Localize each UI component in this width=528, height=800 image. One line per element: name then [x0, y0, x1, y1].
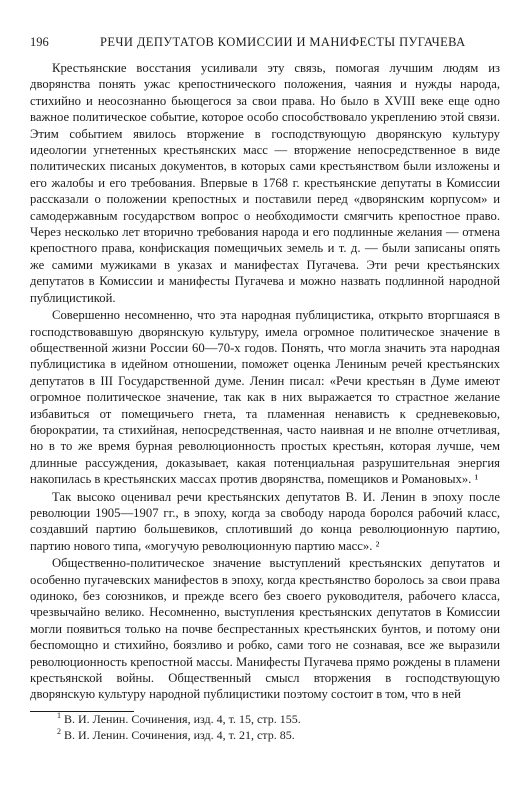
- footnotes: [57, 712, 497, 743]
- footnote: [57, 712, 497, 728]
- body-text: [30, 60, 500, 703]
- paragraph: Крестьянские восстания усиливали эту связь, помогая лучшим людям из дворянства понять ужас крепостнического положения, чаяния и нужды народа, стихийно и неосознанно бьющегося за свои права. Но было в XVIII веке еще одно важное политическое событие, которое особо способствовало укреплению этой связи. Этим событием явилось вторжение в господствующую дворянскую культуру идеологии угнетенных крестьянских масс — вторжение непосредственное в виде политических писаных документов, в которых сами крестьянством были изложены и его жалобы и его требования. Впервые в 1768 г. крестьянские депутаты в Комиссии рассказали о положении крепостных и поставили перед «дворянским корпусом» и самодержавным государством вопрос о необходимости смягчить крепостное право. Через несколько лет вторично требования народа и его подлинные желания — отмена крепостного права, конфискация помещичьих земель и т. д. — были записаны опять же самими мужиками в указах и манифестах Пугачева. Эти речи крестьянских депутатов в Комиссии и манифесты Пугачева и можно назвать подлинной народной публицистикой.: [30, 61, 500, 305]
- paragraph: Так высоко оценивал речи крестьянских депутатов В. И. Ленин в эпоху после революции 1905—1907 гг., в эпоху, когда за свободу народа боролся рабочий класс, создавший партию большевиков, сплотивший до конца революционную партию, партию нового типа, «могучую революционную партию масс». ²: [30, 489, 500, 553]
- footnote-mark: 1: [57, 711, 61, 720]
- running-header: [30, 33, 498, 51]
- running-title: РЕЧИ ДЕПУТАТОВ КОМИССИИ И МАНИФЕСТЫ ПУГАЧЕВА: [100, 35, 466, 49]
- paragraph: Совершенно несомненно, что эта народная публицистика, открыто вторгшаяся в господствовавшую дворянскую культуру, имела огромное политическое значение в общественной жизни России 60—70-х годов. Понять, что могла значить эта народная публицистика в идейном отношении, поможет оценка Лениным речей крестьянских депутатов в III Государственной думе. Ленин писал: «Речи крестьян в Думе имеют огромное политическое значение, так как в них выражается то страстное желание избавиться от помещичьего гнета, та пламенная ненависть к средневековью, бюрократии, та стихийная, непосредственная, часто наивная и не вполне отчетливая, но в то же время бурная революционность простых крестьян, которая лучше, чем длинные рассуждения, доказывает, какая потенциальная разрушительная энергия накопилась в крестьянских массах против дворянства, помещиков и Романовых». ¹: [30, 308, 500, 487]
- footnote-mark: 2: [57, 726, 61, 736]
- footnote-text: В. И. Ленин. Сочинения, изд. 4, т. 21, стр. 85.: [64, 727, 295, 742]
- footnote-text: В. И. Ленин. Сочинения, изд. 4, т. 15, стр. 155.: [64, 712, 301, 726]
- footnote: [57, 728, 497, 744]
- paragraph: Общественно-политическое значение выступлений крестьянских депутатов и особенно пугачевских манифестов в эпоху, когда крестьянство боролось за свои права одиноко, без союзников, и прежде всего без своего руководителя, рабочего класса, чрезвычайно велико. Несомненно, выступления крестьянских депутатов в Комиссии могли появиться только на почве беспрестанных крестьянских бунтов, и потому они беспомощно и стихийно, боязливо и робко, сами того не сознавая, все же выразили революционность крепостной массы. Манифесты Пугачева прямо рождены в пламени крестьянской войны. Общественный смысл вторжения в господствующую дворянскую культуру народной публицистики поэтому состоит в том, что в ней: [30, 556, 500, 702]
- page-number: 196: [30, 35, 49, 49]
